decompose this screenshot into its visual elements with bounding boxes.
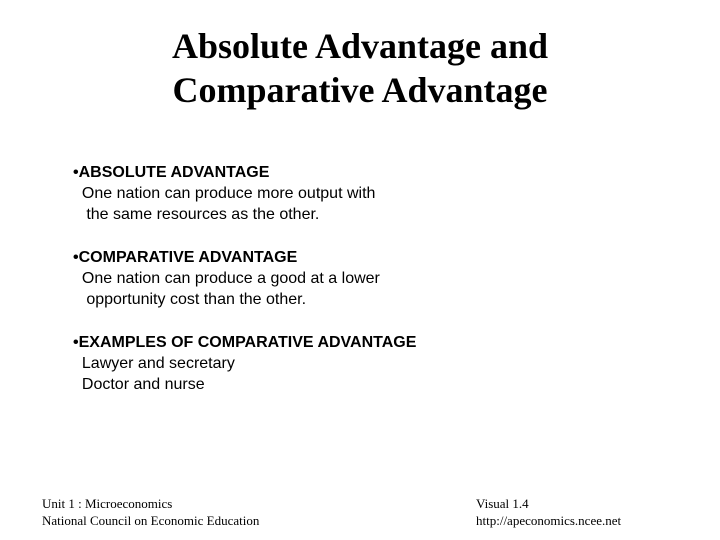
footer-url: http://apeconomics.ncee.net [476,513,622,528]
section-line: One nation can produce more output with [81,185,376,202]
section-line: opportunity cost than the other. [81,291,307,308]
section-line: Doctor and nurse [81,376,205,393]
footer-visual-number: Visual 1.4 [476,496,529,511]
footer-organization: National Council on Economic Education [42,513,260,528]
bullet-icon: • [73,164,79,181]
section-heading [73,247,673,268]
slide-body [73,162,673,417]
slide-title-line-1: Absolute Advantage and [171,26,549,66]
slide-title [0,24,720,112]
bullet-icon: • [73,249,79,266]
section-examples [73,332,673,395]
footer-left [42,495,259,529]
slide-title-line-2: Comparative Advantage [172,70,548,110]
section-comparative-advantage [73,247,673,310]
section-line: the same resources as the other. [81,206,320,223]
section-heading-text: ABSOLUTE ADVANTAGE [78,164,270,181]
section-absolute-advantage [73,162,673,225]
section-heading-text: COMPARATIVE ADVANTAGE [78,249,298,266]
section-heading [73,332,673,353]
footer-unit: Unit 1 : Microeconomics [42,496,173,511]
footer-right [476,495,621,529]
section-heading-text: EXAMPLES OF COMPARATIVE ADVANTAGE [78,334,417,351]
section-heading [73,162,673,183]
section-line: One nation can produce a good at a lower [81,270,380,287]
bullet-icon: • [73,334,79,351]
section-line: Lawyer and secretary [81,355,235,372]
